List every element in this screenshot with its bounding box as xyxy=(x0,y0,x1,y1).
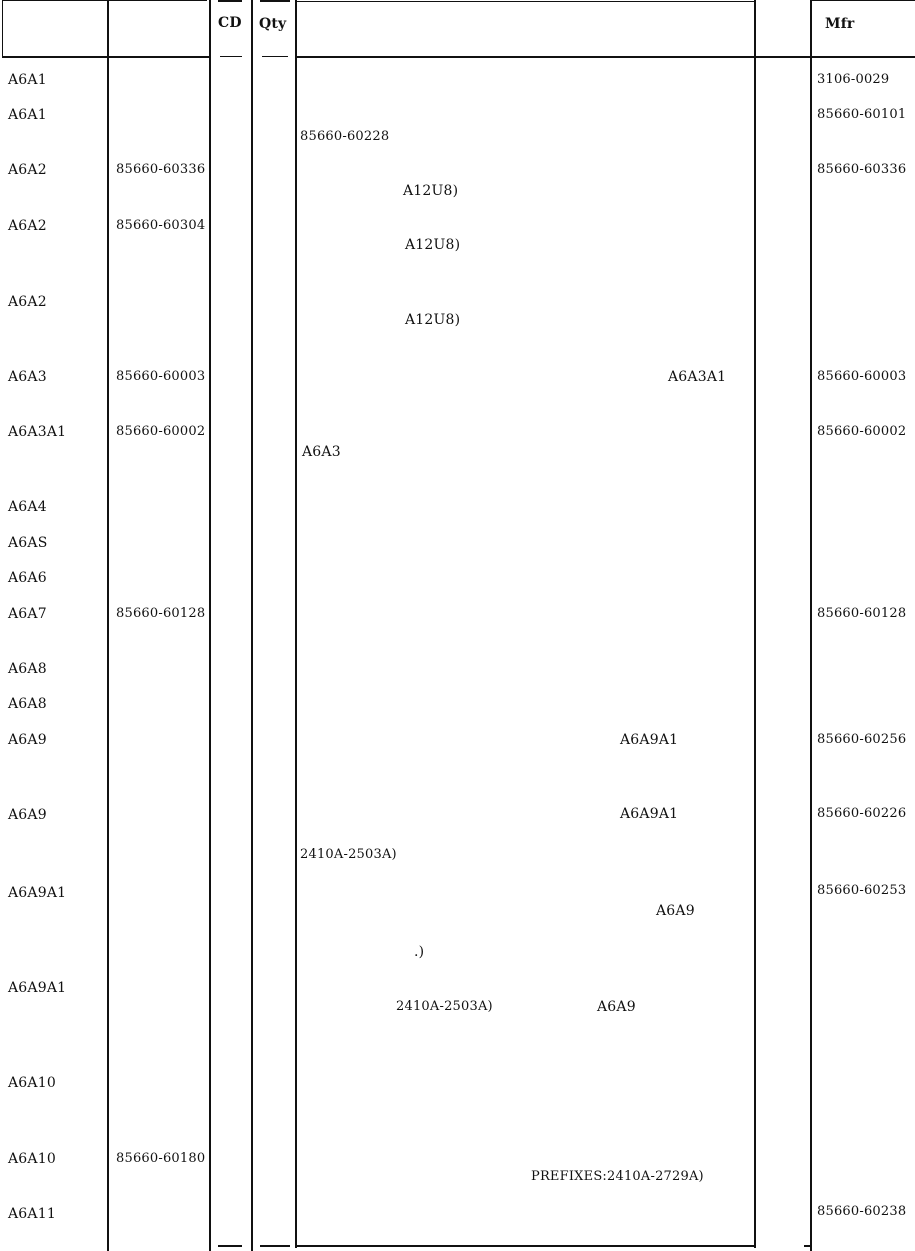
top-tick-qty xyxy=(260,0,290,2)
header-mfr: Mfr xyxy=(825,16,855,32)
part-number: 85660-60180 xyxy=(116,1151,206,1166)
description-text: A6A3A1 xyxy=(668,369,727,385)
col-line-desc xyxy=(754,0,756,1248)
part-number: 85660-60304 xyxy=(116,218,206,233)
ref-designation: A6A3A1 xyxy=(8,424,67,440)
header-qty: Qty xyxy=(259,16,287,32)
ref-designation: A6A6 xyxy=(8,570,47,586)
ref-designation: A6A9A1 xyxy=(8,980,67,996)
ref-designation: A6A9 xyxy=(8,807,47,823)
mfr-part-number: 85660-60238 xyxy=(817,1204,907,1219)
mfr-part-number: 85660-60336 xyxy=(817,162,907,177)
description-text: A6A9A1 xyxy=(620,732,679,748)
mfr-part-number: 85660-60226 xyxy=(817,806,907,821)
top-border-desc xyxy=(296,1,756,2)
ref-designation: A6A2 xyxy=(8,218,47,234)
ref-designation: A6AS xyxy=(8,535,48,551)
part-number: 85660-60336 xyxy=(116,162,206,177)
description-text-line2: A6A9 xyxy=(597,999,636,1015)
ref-designation: A6A8 xyxy=(8,661,47,677)
ref-designation: A6A2 xyxy=(8,294,47,310)
header-bottom-rule xyxy=(2,56,210,58)
ref-designation: A6A10 xyxy=(8,1151,56,1167)
col-line-cd xyxy=(251,0,253,1251)
ref-designation: A6A1 xyxy=(8,72,47,88)
mfr-part-number: 85660-60253 xyxy=(817,883,907,898)
description-text: A12U8) xyxy=(405,312,461,328)
top-border-mfr xyxy=(810,0,915,1)
header-tick-cd xyxy=(220,56,242,57)
ref-designation: A6A1 xyxy=(8,107,47,123)
description-text-line2: 2410A-2503A) xyxy=(300,847,397,862)
top-border xyxy=(2,0,207,1)
ref-designation: A6A10 xyxy=(8,1075,56,1091)
col-line-part xyxy=(209,0,211,1251)
ref-designation: A6A3 xyxy=(8,369,47,385)
header-tick-qty xyxy=(262,56,288,57)
description-text: 85660-60228 xyxy=(300,129,390,144)
description-text: A12U8) xyxy=(405,237,461,253)
top-tick-cd xyxy=(218,0,242,2)
col-line-left xyxy=(2,0,3,58)
mfr-part-number: 85660-60003 xyxy=(817,369,907,384)
description-text-line2: .) xyxy=(414,944,425,960)
description-text: A12U8) xyxy=(403,183,459,199)
description-text: A6A9 xyxy=(656,903,695,919)
part-number: 85660-60002 xyxy=(116,424,206,439)
description-text: A6A9A1 xyxy=(620,806,679,822)
bottom-border-desc xyxy=(296,1245,756,1247)
col-line-qty xyxy=(295,0,297,1248)
mfr-part-number: 85660-60128 xyxy=(817,606,907,621)
mfr-part-number: 85660-60101 xyxy=(817,107,907,122)
part-number: 85660-60128 xyxy=(116,606,206,621)
part-number: 85660-60003 xyxy=(116,369,206,384)
col-line-mfr xyxy=(810,0,812,1251)
description-text: 2410A-2503A) xyxy=(396,999,493,1014)
ref-designation: A6A9 xyxy=(8,732,47,748)
ref-designation: A6A4 xyxy=(8,499,47,515)
ref-designation: A6A2 xyxy=(8,162,47,178)
description-text: A6A3 xyxy=(302,444,341,460)
ref-designation: A6A8 xyxy=(8,696,47,712)
ref-designation: A6A9A1 xyxy=(8,885,67,901)
mfr-part-number: 3106-0029 xyxy=(817,72,890,87)
col-line-ref xyxy=(107,0,109,1251)
description-text: PREFIXES:2410A-2729A) xyxy=(531,1169,704,1184)
mfr-part-number: 85660-60002 xyxy=(817,424,907,439)
bottom-tick-qty xyxy=(260,1245,290,1247)
mfr-part-number: 85660-60256 xyxy=(817,732,907,747)
header-bottom-rule-desc xyxy=(296,56,915,58)
header-cd: CD xyxy=(218,15,242,31)
ref-designation: A6A11 xyxy=(8,1206,56,1222)
ref-designation: A6A7 xyxy=(8,606,47,622)
bottom-tick-cd xyxy=(218,1245,242,1247)
